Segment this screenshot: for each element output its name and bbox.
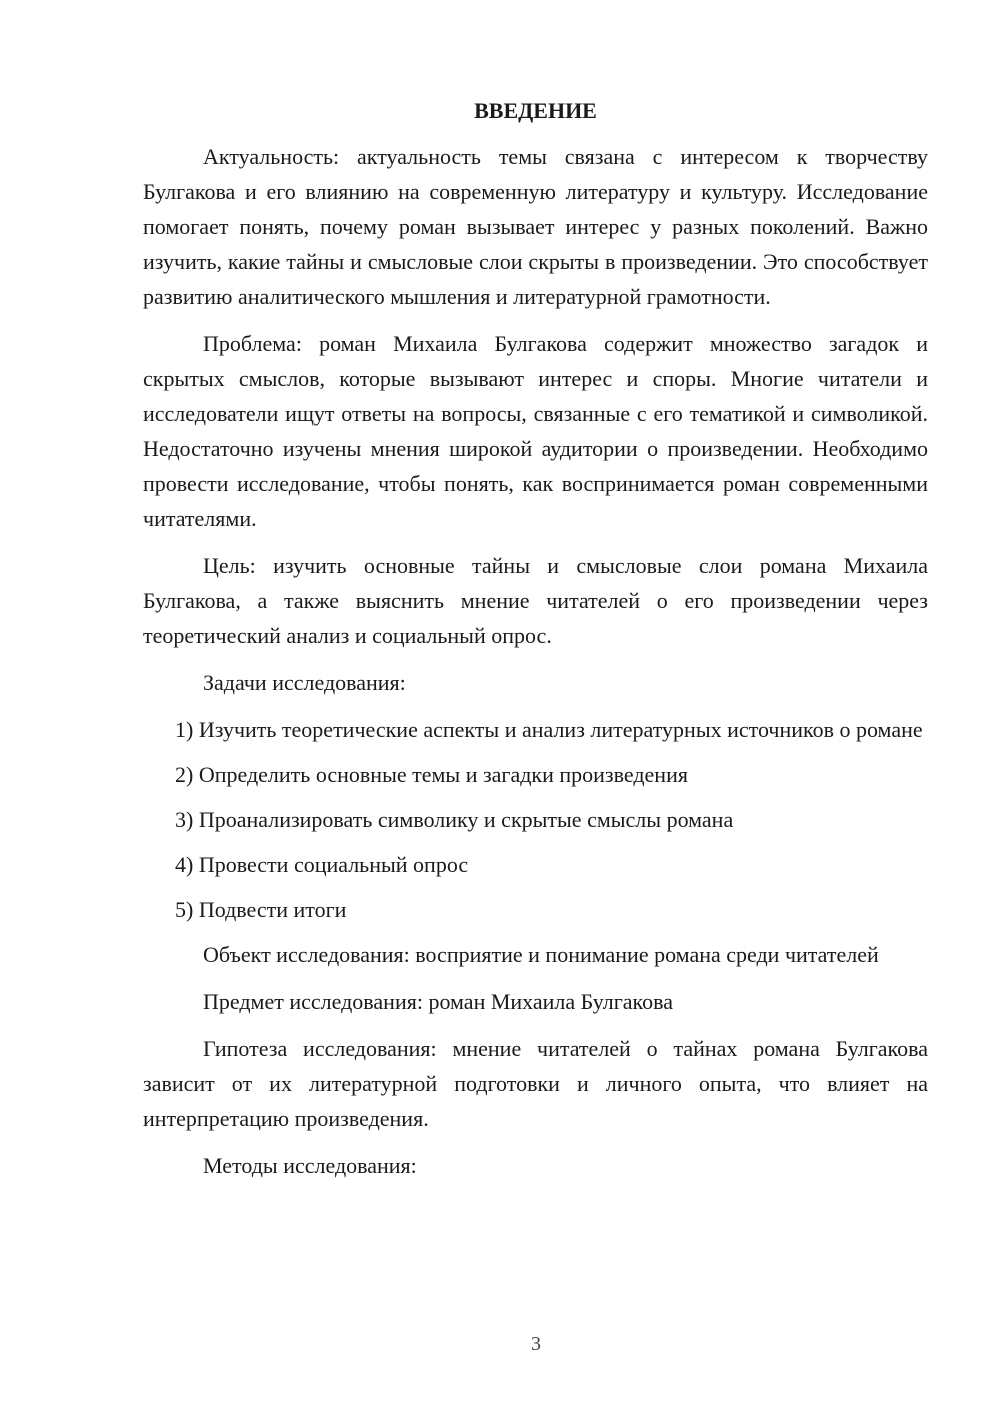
task-item: 2) Определить основные темы и загадки произведения (175, 762, 688, 787)
tasks-list (143, 712, 928, 927)
task-item: 4) Провести социальный опрос (175, 852, 469, 877)
page-number: 3 (531, 1333, 541, 1355)
relevance-paragraph: Актуальность: актуальность темы связана с интересом к творчеству Булгакова и его влиянию на современную литературу и культуру. Исследование помогает понять, почему роман вызывает интерес у разных поколений. Важно изучить, какие тайны и смысловые слои скрыты в произведении. Это способствует развитию аналитического мышления и литературной грамотности. (143, 144, 928, 309)
object-paragraph: Объект исследования: восприятие и понимание романа среди читателей (203, 942, 879, 967)
task-item: 1) Изучить теоретические аспекты и анализ литературных источников о романе (175, 717, 923, 742)
task-item: 5) Подвести итоги (175, 897, 347, 922)
problem-paragraph: Проблема: роман Михаила Булгакова содержит множество загадок и скрытых смыслов, которые вызывают интерес и споры. Многие читатели и исследователи ищут ответы на вопросы, связанные с его тематикой и символикой. Недостаточно изучены мнения широкой аудитории о произведении. Необходимо провести исследование, чтобы понять, как воспринимается роман современными читателями. (143, 331, 928, 531)
methods-heading: Методы исследования: (203, 1153, 417, 1178)
subject-paragraph: Предмет исследования: роман Михаила Булгакова (203, 989, 673, 1014)
hypothesis-paragraph: Гипотеза исследования: мнение читателей о тайнах романа Булгакова зависит от их литературной подготовки и личного опыта, что влияет на интерпретацию произведения. (143, 1036, 928, 1131)
section-heading: ВВЕДЕНИЕ (474, 98, 597, 123)
goal-paragraph: Цель: изучить основные тайны и смысловые слои романа Михаила Булгакова, а также выяснить мнение читателей о его произведении через теоретический анализ и социальный опрос. (143, 553, 928, 648)
document-page (143, 95, 928, 1195)
tasks-heading: Задачи исследования: (203, 670, 406, 695)
task-item: 3) Проанализировать символику и скрытые смыслы романа (175, 807, 734, 832)
